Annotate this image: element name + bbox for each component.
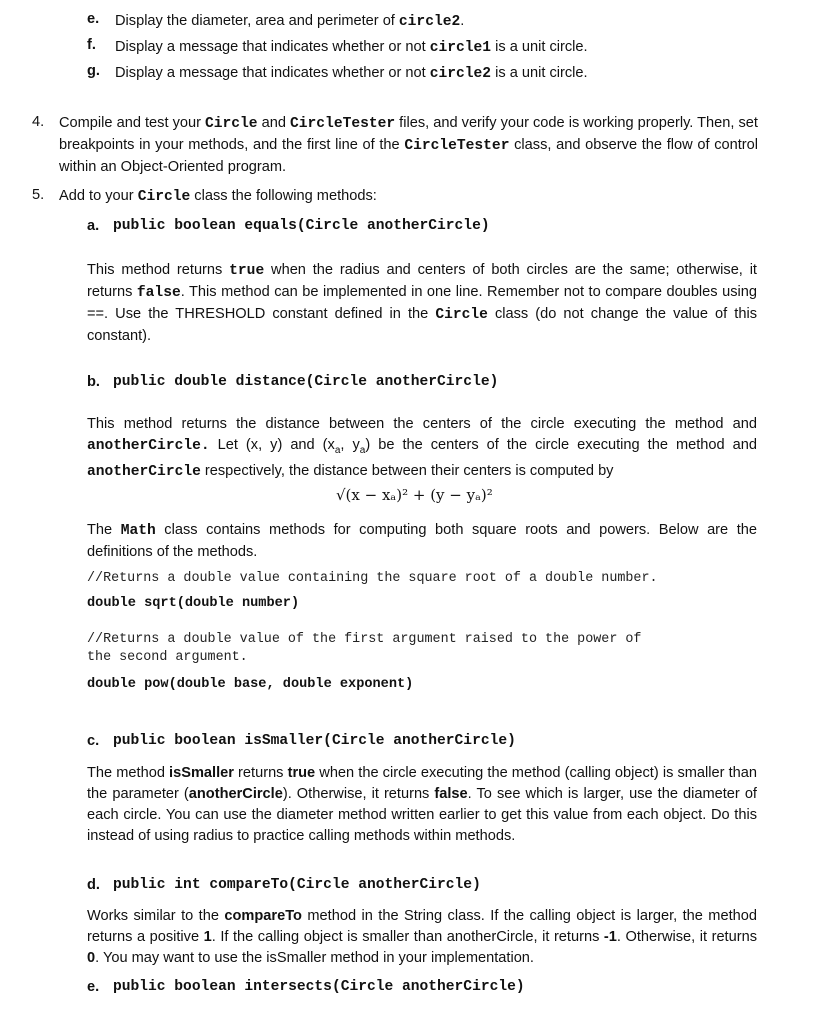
item-text	[115, 11, 464, 32]
method-a-signature: public boolean equals(Circle anotherCircle)	[113, 218, 490, 234]
item-text	[115, 37, 588, 58]
step-4-number: 4.	[32, 114, 45, 130]
item-text-pre: Display the diameter, area and perimeter of	[115, 13, 399, 29]
method-e-label: e.	[87, 979, 100, 995]
d-t5: . You may want to use the isSmaller method in your implementation.	[95, 950, 534, 966]
c-t2: returns	[233, 765, 288, 781]
method-b-description	[87, 414, 757, 483]
item-text-post: is a unit circle.	[491, 65, 588, 81]
d-bold4: 0	[87, 950, 96, 966]
method-c-label: c.	[87, 733, 100, 749]
step4-code2: CircleTester	[290, 116, 396, 132]
d-bold3: -1	[603, 929, 617, 945]
item-label: f.	[87, 37, 96, 53]
a-t2: when the radius and centers of both circles are the same; otherwise, it returns	[87, 262, 757, 300]
b-t4: ) be the centers of the circle executing the method and	[365, 437, 758, 453]
item-code: circle2	[398, 14, 461, 30]
step5-t1: Add to your	[59, 188, 138, 204]
distance-formula: √(x − xₐ)² + (y − yₐ)²	[336, 486, 493, 504]
item-text-post: .	[460, 13, 465, 29]
code-comment-pow-line1: //Returns a double value of the first argument raised to the power of	[87, 632, 642, 647]
b-t5: respectively, the distance between their centers is computed by	[200, 462, 614, 479]
method-d-signature: public int compareTo(Circle anotherCircle)	[113, 877, 481, 893]
code-sqrt-signature: double sqrt(double number)	[87, 596, 300, 611]
a-code2: false	[136, 285, 181, 301]
a-t1: This method returns	[87, 262, 230, 278]
step5-t2: class the following methods:	[190, 188, 377, 204]
code-comment-sqrt: //Returns a double value containing the square root of a double number.	[87, 571, 658, 586]
method-a-description	[87, 260, 757, 347]
item-text-pre: Display a message that indicates whether or not	[115, 39, 430, 55]
step4-code1: Circle	[205, 116, 258, 132]
d-t3: . If the calling object is smaller than anotherCircle, it returns	[211, 929, 604, 945]
b-t1: This method returns the distance between the centers of the circle executing the method and	[87, 416, 757, 432]
step5-code1: Circle	[137, 189, 191, 205]
b-code2: anotherCircle	[87, 463, 201, 480]
item-text-pre: Display a message that indicates whether or not	[115, 65, 430, 81]
c-bold2: true	[287, 765, 316, 781]
step4-t4: class, and observe the flow of control within an Object-Oriented program.	[59, 137, 759, 175]
method-d-description	[87, 906, 757, 969]
c-t1: The method	[87, 765, 170, 781]
method-c-description	[87, 763, 757, 847]
item-code: circle1	[429, 40, 492, 56]
b-t2: Let (x, y) and (x	[209, 437, 335, 453]
c-t3: when the circle executing the method (calling object) is smaller than the parameter (	[87, 765, 758, 802]
d-t1: Works similar to the	[87, 908, 225, 924]
step4-t3: files, and verify your code is working properly. Then, set breakpoints in your methods, and the first line of the	[59, 115, 758, 153]
math-t2: class contains methods for computing both square roots and powers. Below are the definitions of the methods.	[87, 522, 758, 560]
item-label: e.	[87, 11, 100, 27]
c-bold3: anotherCircle	[188, 786, 283, 802]
method-a-label: a.	[87, 218, 100, 234]
d-t2: method in the String class. If the calling object is larger, the method returns a positive	[87, 908, 757, 945]
item-text	[115, 63, 588, 84]
method-e-signature: public boolean intersects(Circle anotherCircle)	[113, 979, 525, 995]
c-bold4: false	[434, 786, 468, 802]
method-c-signature: public boolean isSmaller(Circle anotherCircle)	[113, 733, 516, 749]
a-t3: . This method can be implemented in one line. Remember not to compare doubles using ==. Use the THRESHOLD constant defined in the	[87, 284, 757, 322]
step4-t2: and	[257, 115, 291, 131]
method-d-label: d.	[87, 877, 100, 893]
item-text-post: is a unit circle.	[491, 39, 588, 55]
method-b-label: b.	[87, 374, 100, 390]
code-comment-pow-line2: the second argument.	[87, 650, 248, 665]
item-code: circle2	[429, 66, 492, 82]
b-code1: anotherCircle.	[87, 438, 210, 454]
a-code1: true	[229, 263, 265, 279]
step-5-number: 5.	[32, 187, 45, 203]
step4-t1: Compile and test your	[59, 115, 206, 131]
b-t3: , y	[340, 437, 360, 453]
b-sub2: a	[359, 444, 366, 456]
a-code3: Circle	[435, 307, 488, 323]
d-t4: . Otherwise, it returns	[616, 929, 758, 945]
method-b-signature: public double distance(Circle anotherCircle)	[113, 374, 499, 390]
c-t4: ). Otherwise, it returns	[282, 786, 435, 802]
d-bold1: compareTo	[224, 908, 302, 924]
b-sub1: a	[334, 444, 341, 456]
item-label: g.	[87, 63, 100, 79]
c-t5: . To see which is larger, use the diameter of each circle. You can use the diameter method written earlier to get this value from each object. Do this instead of using radius to practice calling methods within methods.	[87, 786, 757, 844]
a-t4: class (do not change the value of this constant).	[87, 306, 757, 344]
d-bold2: 1	[203, 929, 212, 945]
math-code1: Math	[120, 523, 156, 539]
step4-code3: CircleTester	[404, 138, 510, 154]
math-class-description	[87, 520, 757, 563]
code-pow-signature: double pow(double base, double exponent)	[87, 677, 414, 692]
step-4-text	[59, 113, 758, 178]
math-t1: The	[87, 522, 121, 538]
c-bold1: isSmaller	[169, 765, 234, 781]
step-5-text	[59, 186, 377, 207]
